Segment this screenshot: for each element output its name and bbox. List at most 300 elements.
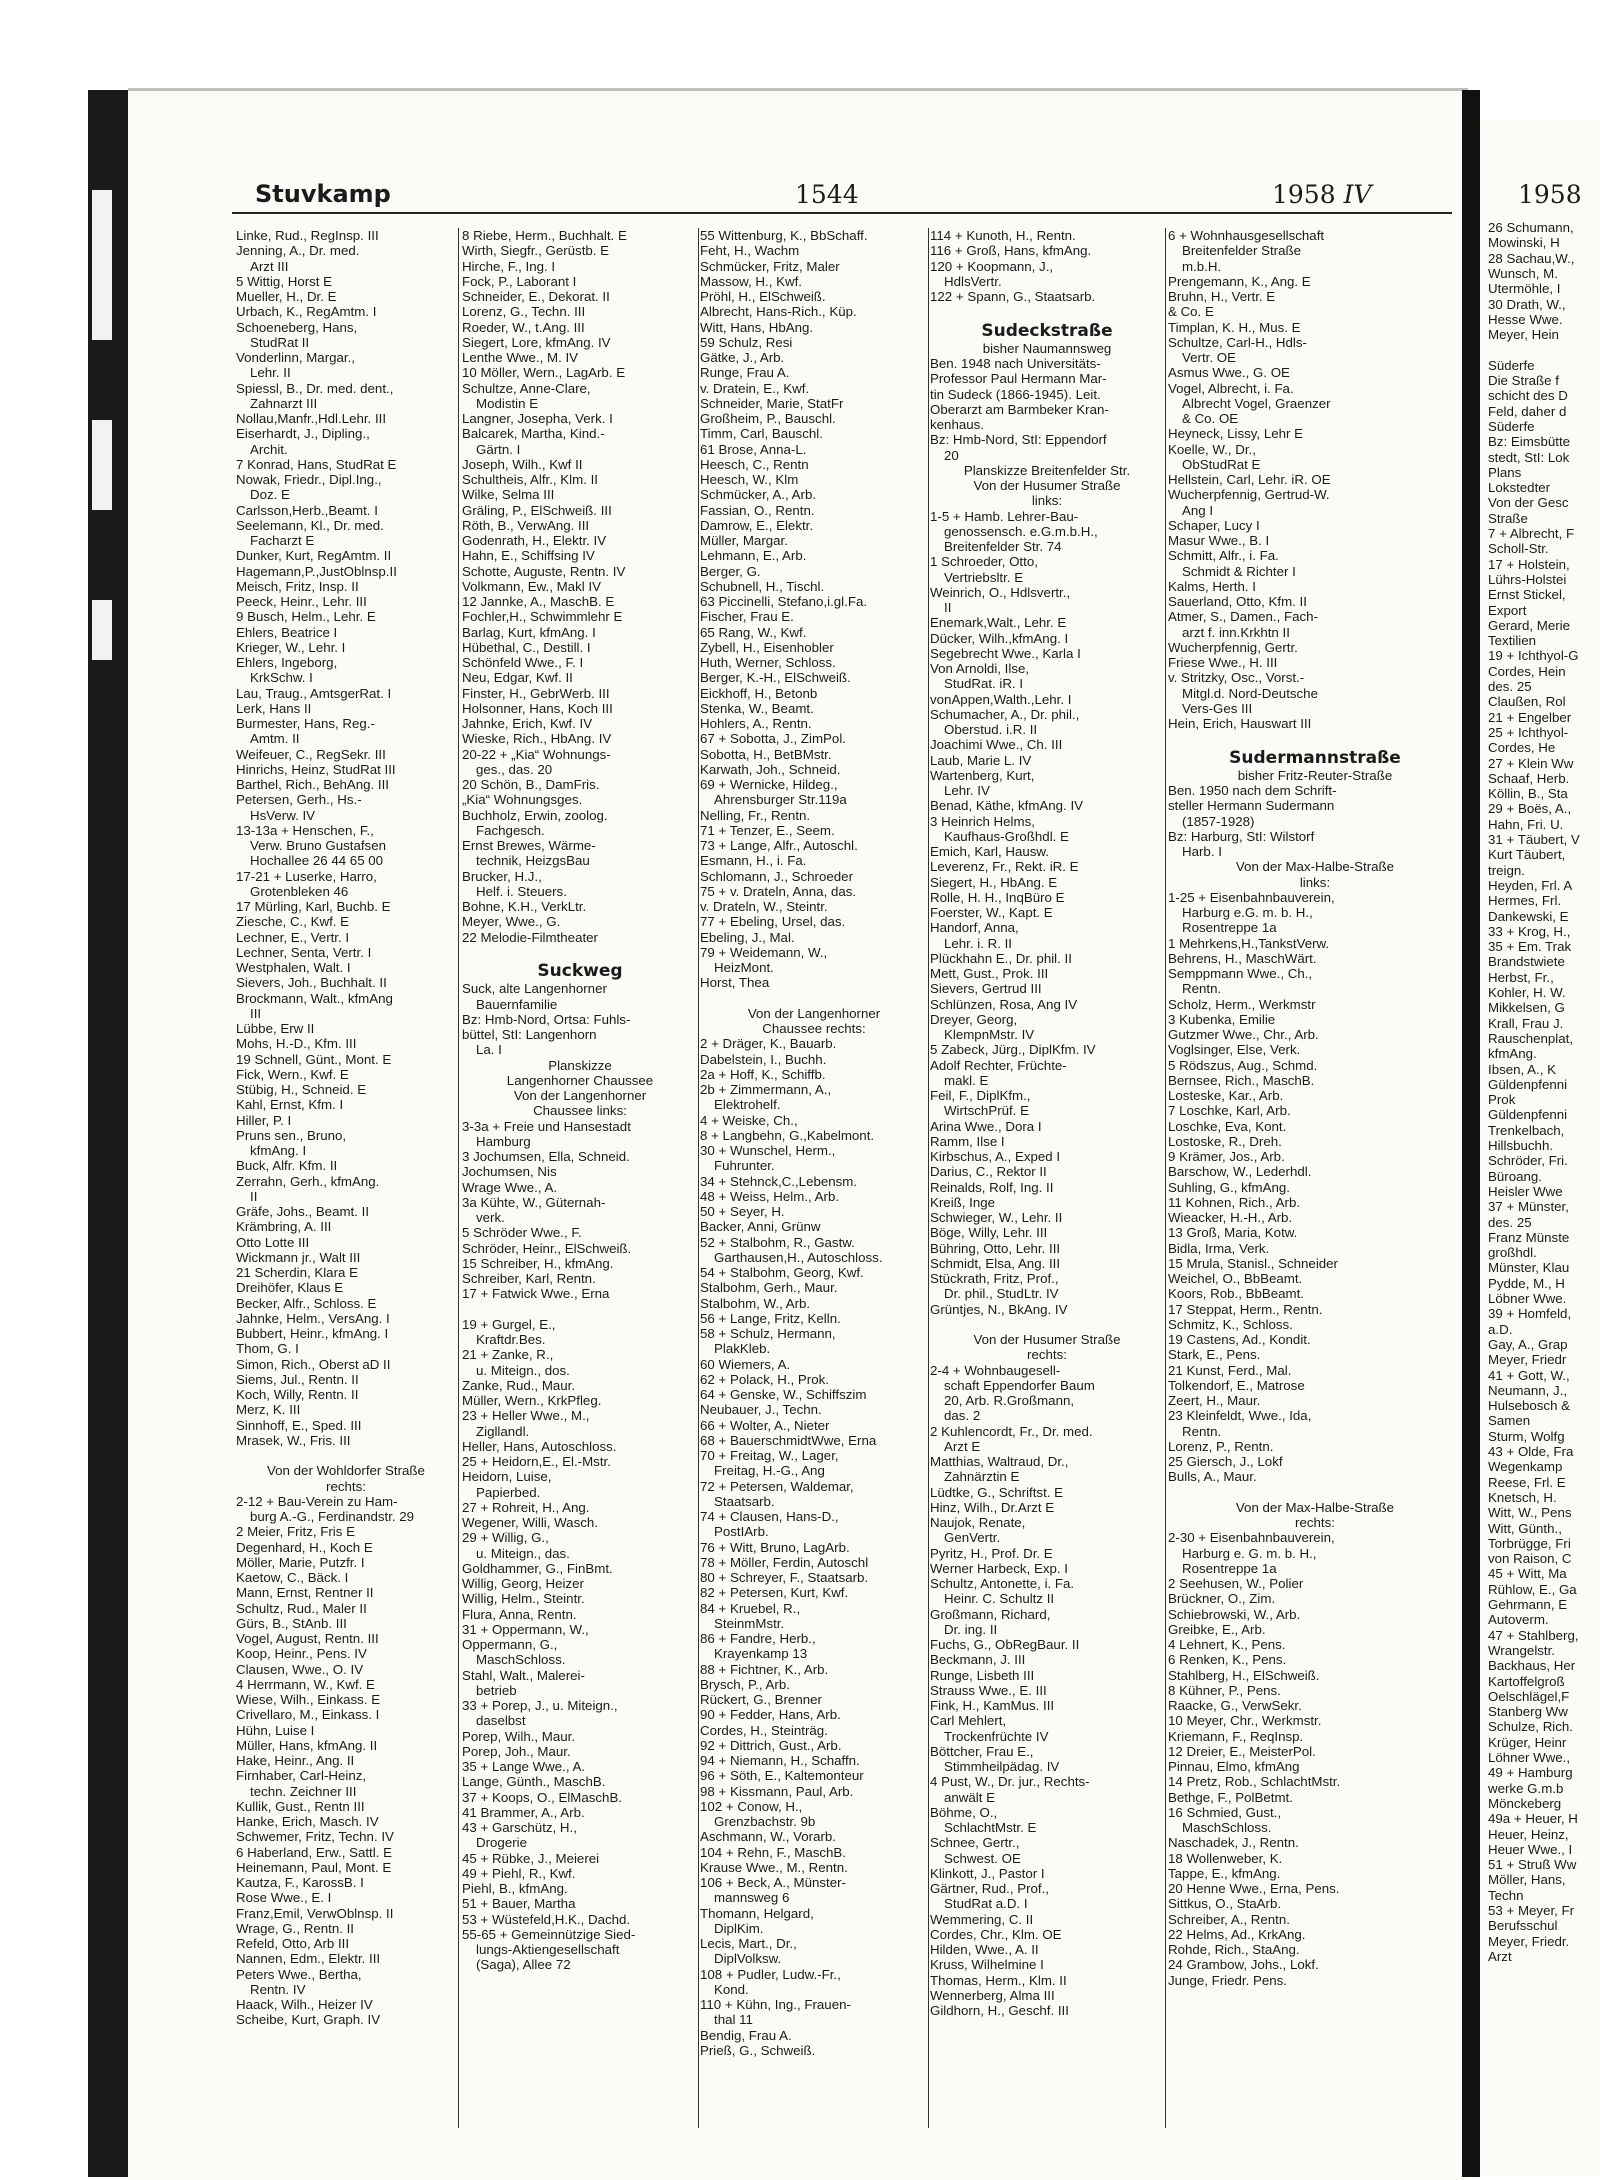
directory-entry: Schmidt, Elsa, Ang. III bbox=[930, 1255, 1061, 1271]
directory-entry: Wirth, Siegfr., Gerüstb. E bbox=[462, 243, 610, 259]
adjacent-entry: 49a + Heuer, H bbox=[1488, 1811, 1578, 1827]
directory-entry: (1857-1928) bbox=[1182, 813, 1255, 829]
directory-entry: 75 + v. Drateln, Anna, das. bbox=[700, 883, 857, 899]
directory-entry: Fink, H., KamMus. III bbox=[930, 1698, 1055, 1713]
directory-entry: Schumacher, A., Dr. phil., bbox=[930, 706, 1080, 722]
directory-entry: 70 + Freitag, W., Lager, bbox=[700, 1448, 839, 1463]
directory-entry: Gutzmer Wwe., Chr., Arb. bbox=[1168, 1027, 1319, 1042]
directory-entry: SteinmMstr. bbox=[714, 1615, 785, 1631]
directory-entry: StudRat a.D. I bbox=[944, 1896, 1028, 1912]
directory-entry: 22 Helms, Ad., KrkAng. bbox=[1168, 1926, 1306, 1942]
directory-entry: verk. bbox=[476, 1210, 505, 1225]
directory-entry: La. I bbox=[476, 1042, 502, 1058]
directory-entry: rechts: bbox=[1027, 1347, 1067, 1363]
directory-entry: Haack, Wilh., Heizer IV bbox=[236, 1997, 373, 2012]
directory-entry: Plückhahn E., Dr. phil. II bbox=[930, 950, 1072, 966]
directory-entry: Hellstein, Carl, Lehr. iR. OE bbox=[1168, 472, 1331, 487]
directory-entry: Arina Wwe., Dora I bbox=[930, 1118, 1042, 1134]
directory-entry: Degenhard, H., Koch E bbox=[236, 1539, 373, 1555]
directory-entry: Urbach, K., RegAmtm. I bbox=[236, 304, 377, 320]
adjacent-entry: Mikkelsen, G bbox=[1488, 1000, 1565, 1016]
directory-entry: Cordes, Chr., Klm. OE bbox=[930, 1926, 1062, 1942]
column-divider bbox=[458, 228, 459, 2128]
directory-entry: Willig, Helm., Steintr. bbox=[462, 1591, 585, 1607]
directory-entry: Schreiber, Karl, Rentn. bbox=[462, 1271, 596, 1286]
directory-entry: Karwath, Joh., Schneid. bbox=[700, 761, 841, 777]
directory-entry: Wegener, Willi, Wasch. bbox=[462, 1515, 598, 1530]
book-gutter bbox=[1462, 90, 1480, 2177]
directory-entry: thal 11 bbox=[714, 2012, 753, 2028]
directory-column-1 bbox=[236, 228, 456, 2148]
directory-entry: Krämbring, A. III bbox=[236, 1219, 332, 1235]
directory-entry: Reinalds, Rolf, Ing. II bbox=[930, 1179, 1054, 1195]
directory-entry: Krause Wwe., M., Rentn. bbox=[700, 1859, 848, 1875]
directory-entry: Petersen, Gerh., Hs.- bbox=[236, 792, 362, 808]
directory-entry: Weichel, O., BbBeamt. bbox=[1168, 1271, 1303, 1286]
directory-entry: Balcarek, Martha, Kind.- bbox=[462, 426, 605, 442]
directory-entry: 56 + Lange, Fritz, Kelln. bbox=[700, 1310, 841, 1326]
adjacent-entry: Mowinski, H bbox=[1488, 235, 1560, 251]
directory-entry: Vertriebsltr. E bbox=[944, 569, 1024, 585]
directory-entry: Fassian, O., Rentn. bbox=[700, 502, 815, 518]
directory-entry: Leverenz, Fr., Rekt. iR. E bbox=[930, 859, 1079, 875]
directory-entry: 18 Wollenweber, K. bbox=[1168, 1850, 1283, 1866]
directory-entry: Trockenfrüchte IV bbox=[944, 1728, 1049, 1744]
directory-entry: Siems, Jul., Rentn. II bbox=[236, 1371, 359, 1387]
directory-entry: Berger, G. bbox=[700, 563, 761, 579]
directory-entry: Carlsson,Herb.,Beamt. I bbox=[236, 502, 378, 518]
directory-entry: 7 Konrad, Hans, StudRat E bbox=[236, 456, 397, 472]
directory-entry: Schlomann, J., Schroeder bbox=[700, 868, 853, 884]
directory-entry: 108 + Pudler, Ludw.-Fr., bbox=[700, 1966, 841, 1982]
directory-entry: Benad, Käthe, kfmAng. IV bbox=[930, 798, 1084, 814]
directory-entry: Thomann, Helgard, bbox=[700, 1905, 814, 1921]
directory-entry: 6 Renken, K., Pens. bbox=[1168, 1652, 1287, 1668]
directory-entry: Goldhammer, G., FinBmt. bbox=[462, 1560, 613, 1576]
adjacent-entry: Krall, Frau J. bbox=[1488, 1015, 1564, 1031]
directory-entry: Bubbert, Heinr., kfmAng. I bbox=[236, 1326, 389, 1341]
directory-entry: Brockmann, Walt., kfmAng bbox=[236, 990, 393, 1006]
adjacent-entry: Heyden, Frl. A bbox=[1488, 877, 1573, 893]
directory-entry: 63 Piccinelli, Stefano,i.gl.Fa. bbox=[700, 594, 868, 609]
adjacent-entry: Samen bbox=[1488, 1413, 1531, 1429]
directory-entry: Nollau,Manfr.,Hdl.Lehr. III bbox=[236, 411, 387, 426]
directory-entry: 3-3a + Freie und Hansestadt bbox=[462, 1118, 631, 1134]
directory-entry: Kautza, F., KarossB. I bbox=[236, 1875, 364, 1890]
adjacent-entry: Berufsschul bbox=[1488, 1918, 1558, 1934]
directory-entry: Schnee, Gertr., bbox=[930, 1835, 1020, 1851]
directory-entry: 24 Grambow, Johs., Lokf. bbox=[1168, 1957, 1319, 1973]
directory-entry: bisher Naumannsweg bbox=[982, 340, 1112, 356]
directory-entry: HdlsVertr. bbox=[944, 273, 1002, 289]
directory-entry: Strauss Wwe., E. III bbox=[930, 1682, 1047, 1698]
adjacent-entry: Schröder, Fri. bbox=[1488, 1153, 1568, 1169]
adjacent-entry: des. 25 bbox=[1488, 679, 1532, 694]
directory-entry: Mett, Gust., Prok. III bbox=[930, 966, 1049, 981]
directory-entry: StudRat. iR. I bbox=[944, 676, 1024, 692]
directory-entry: Pröhl, H., ElSchweiß. bbox=[700, 289, 826, 304]
directory-entry: Oberstud. i.R. II bbox=[944, 722, 1038, 737]
directory-entry: 25 + Heidorn,E., El.-Mstr. bbox=[462, 1454, 611, 1469]
directory-entry: 23 + Heller Wwe., M., bbox=[462, 1408, 590, 1424]
directory-entry: Langenhorner Chaussee bbox=[506, 1072, 654, 1088]
directory-entry: Siegert, H., HbAng. E bbox=[930, 874, 1058, 890]
adjacent-entry: 47 + Stahlberg, bbox=[1488, 1627, 1579, 1643]
directory-entry: Lehr. IV bbox=[944, 783, 990, 798]
directory-entry: 41 Brammer, A., Arb. bbox=[462, 1804, 585, 1820]
adjacent-entry: Reese, Frl. E bbox=[1488, 1474, 1566, 1490]
directory-entry: Zybell, H., Eisenhobler bbox=[700, 639, 834, 655]
directory-entry: Hamburg bbox=[476, 1133, 531, 1149]
directory-entry: Schneider, E., Dekorat. II bbox=[462, 289, 610, 304]
directory-entry: techn. Zeichner III bbox=[250, 1783, 357, 1799]
directory-entry: 67 + Sobotta, J., ZimPol. bbox=[700, 731, 846, 747]
adjacent-entry: Kohler, H. W. bbox=[1488, 985, 1566, 1000]
directory-entry: 5 Zabeck, Jürg., DiplKfm. IV bbox=[930, 1042, 1096, 1058]
directory-entry: Dr. phil., StudLtr. IV bbox=[944, 1286, 1059, 1302]
directory-entry: Wucherpfennig, Gertrud-W. bbox=[1168, 487, 1330, 503]
directory-entry: 90 + Fedder, Hans, Arb. bbox=[700, 1707, 841, 1723]
directory-entry: Elektrohelf. bbox=[714, 1097, 781, 1113]
adjacent-entry: Süderfe bbox=[1488, 418, 1535, 434]
directory-entry: 9 Busch, Helm., Lehr. E bbox=[236, 609, 376, 625]
directory-entry: Hagemann,P.,JustOblnsp.II bbox=[236, 563, 397, 579]
directory-entry: Schultze, Anne-Clare, bbox=[462, 380, 591, 396]
directory-entry: 3 Heinrich Helms, bbox=[930, 813, 1035, 829]
directory-entry: Müller, Hans, kfmAng. II bbox=[236, 1737, 378, 1753]
directory-entry: 61 Brose, Anna-L. bbox=[700, 441, 807, 457]
directory-entry: kenhaus. bbox=[930, 417, 984, 432]
directory-entry: Enemark,Walt., Lehr. E bbox=[930, 615, 1067, 631]
directory-entry: Stalbohm, W., Arb. bbox=[700, 1295, 811, 1311]
directory-entry: „Kia“ Wohnungsges. bbox=[462, 792, 583, 808]
adjacent-entry: Wegenkamp bbox=[1488, 1459, 1563, 1475]
directory-entry: Dr. ing. II bbox=[944, 1621, 998, 1637]
directory-entry: 17-21 + Luserke, Harro, bbox=[236, 868, 377, 884]
directory-entry: Mitgl.d. Nord-Deutsche bbox=[1182, 685, 1318, 701]
directory-entry: v. Stritzky, Osc., Vorst.- bbox=[1168, 670, 1305, 686]
adjacent-entry: Utermöhle, I bbox=[1488, 281, 1561, 297]
scan-artifact bbox=[92, 190, 112, 340]
directory-entry: 1 Schroeder, Otto, bbox=[930, 554, 1038, 570]
directory-entry: Pruns sen., Bruno, bbox=[236, 1127, 347, 1143]
adjacent-entry: Güldenpfenni bbox=[1488, 1076, 1568, 1092]
directory-entry: Planskizze Breitenfelder Str. bbox=[963, 462, 1131, 478]
directory-entry: Pyritz, H., Prof. Dr. E bbox=[930, 1545, 1053, 1561]
directory-entry: 122 + Spann, G., Staatsarb. bbox=[930, 289, 1096, 304]
directory-entry: Helf. i. Steuers. bbox=[476, 883, 567, 899]
directory-entry: Neu, Edgar, Kwf. II bbox=[462, 670, 573, 686]
directory-entry: Wieacker, H.-H., Arb. bbox=[1168, 1210, 1293, 1225]
column-divider bbox=[928, 228, 929, 2128]
directory-entry: Vertr. OE bbox=[1182, 350, 1236, 365]
directory-entry: Wemmering, C. II bbox=[930, 1911, 1034, 1927]
directory-entry: Darius, C., Rektor II bbox=[930, 1164, 1047, 1180]
adjacent-entry: treign. bbox=[1488, 862, 1525, 878]
adjacent-entry: 43 + Olde, Fra bbox=[1488, 1444, 1574, 1459]
adjacent-entry: Trenkelbach, bbox=[1488, 1122, 1565, 1138]
directory-entry: Wieske, Rich., HbAng. IV bbox=[462, 731, 612, 747]
directory-entry: Von der Wohldorfer Straße bbox=[267, 1463, 425, 1479]
directory-entry: Böttcher, Frau E., bbox=[930, 1743, 1034, 1759]
directory-entry: Roeder, W., t.Ang. III bbox=[462, 319, 585, 335]
directory-entry: 62 + Polack, H., Prok. bbox=[700, 1371, 829, 1387]
adjacent-entry: Claußen, Rol bbox=[1488, 694, 1566, 710]
directory-entry: Naujok, Renate, bbox=[930, 1515, 1026, 1530]
directory-entry: Spiessl, B., Dr. med. dent., bbox=[236, 380, 394, 396]
directory-entry: Ben. 1950 nach dem Schrift- bbox=[1168, 783, 1337, 798]
adjacent-entry: 26 Schumann, bbox=[1488, 220, 1574, 235]
page-number: 1544 bbox=[795, 180, 859, 209]
directory-entry: Hochallee 26 44 65 00 bbox=[250, 853, 384, 869]
directory-entry: 52 + Stalbohm, R., Gastw. bbox=[700, 1234, 855, 1250]
directory-entry: Greibke, E., Arb. bbox=[1168, 1621, 1266, 1637]
directory-entry: Heller, Hans, Autoschloss. bbox=[462, 1438, 617, 1454]
directory-entry: Flura, Anna, Rentn. bbox=[462, 1606, 577, 1622]
directory-entry: 69 + Wernicke, Hildeg., bbox=[700, 777, 838, 792]
directory-entry: Hinz, Wilh., Dr.Arzt E bbox=[930, 1499, 1055, 1515]
directory-entry: Amtm. II bbox=[250, 731, 300, 747]
directory-entry: 2b + Zimmermann, A., bbox=[700, 1082, 832, 1097]
directory-entry: Chaussee links: bbox=[533, 1103, 627, 1119]
directory-entry: rechts: bbox=[1295, 1515, 1335, 1530]
directory-entry: 5 Wittig, Horst E bbox=[236, 273, 333, 289]
directory-entry: steller Hermann Sudermann bbox=[1168, 798, 1335, 814]
adjacent-entry: Löhner Wwe., bbox=[1488, 1750, 1571, 1765]
directory-entry: Schneider, Marie, StatFr bbox=[700, 395, 844, 411]
directory-entry: Jahnke, Erich, Kwf. IV bbox=[462, 716, 593, 731]
directory-entry: Hinrichs, Heinz, StudRat III bbox=[236, 761, 396, 777]
adjacent-entry: 30 Drath, W., bbox=[1488, 296, 1566, 312]
directory-entry: 10 Meyer, Chr., Werkmstr. bbox=[1168, 1713, 1322, 1729]
column-divider bbox=[698, 228, 699, 2128]
directory-entry: GenVertr. bbox=[944, 1530, 1001, 1546]
directory-entry: 4 Herrmann, W., Kwf. E bbox=[236, 1676, 375, 1692]
directory-entry: Kriemann, F., ReqInsp. bbox=[1168, 1728, 1304, 1744]
directory-entry: Schmidt & Richter I bbox=[1182, 563, 1296, 579]
adjacent-entry: Die Straße f bbox=[1488, 373, 1559, 388]
directory-entry: Rentn. bbox=[1182, 1423, 1222, 1439]
adjacent-entry: Heisler Wwe bbox=[1488, 1183, 1563, 1199]
adjacent-entry: 33 + Krog, H., bbox=[1488, 923, 1571, 939]
directory-entry: Nelling, Fr., Rentn. bbox=[700, 807, 811, 823]
directory-entry: Wickmann jr., Walt III bbox=[236, 1249, 361, 1265]
directory-entry: Papierbed. bbox=[476, 1484, 541, 1500]
directory-entry: 2 + Dräger, K., Bauarb. bbox=[700, 1036, 837, 1052]
directory-entry: DiplVolksw. bbox=[714, 1951, 782, 1967]
directory-entry: KlempnMstr. IV bbox=[944, 1027, 1035, 1042]
directory-entry: 3a Kühte, W., Güternah- bbox=[462, 1194, 606, 1210]
directory-entry: Raacke, G., VerwSekr. bbox=[1168, 1698, 1302, 1713]
adjacent-entry: Hahn, Fri. U. bbox=[1488, 816, 1564, 832]
adjacent-entry: stedt, StI: Lok bbox=[1488, 449, 1570, 465]
directory-entry: SchlachtMstr. E bbox=[944, 1820, 1037, 1835]
directory-entry: Jahnke, Helm., VersAng. I bbox=[236, 1310, 390, 1326]
adjacent-entry: 39 + Homfeld, bbox=[1488, 1306, 1572, 1322]
directory-entry: links: bbox=[1299, 874, 1331, 890]
directory-entry: Oppermann, G., bbox=[462, 1637, 558, 1652]
directory-entry: 55-65 + Gemeinnützige Sied- bbox=[462, 1926, 636, 1942]
directory-entry: 19 Schnell, Günt., Mont. E bbox=[236, 1051, 392, 1067]
directory-entry: StudRat II bbox=[250, 334, 310, 350]
adjacent-entry: Hillsbuchh. bbox=[1488, 1138, 1554, 1153]
directory-entry: 17 + Fatwick Wwe., Erna bbox=[462, 1286, 610, 1302]
directory-entry: 20, Arb. R.Großmann, bbox=[944, 1393, 1075, 1408]
directory-entry: Lehmann, E., Arb. bbox=[700, 548, 807, 564]
directory-entry: Gürs, B., StAnb. III bbox=[236, 1615, 347, 1631]
adjacent-entry: Autoverm. bbox=[1488, 1612, 1549, 1628]
adjacent-entry: Franz Münste bbox=[1488, 1229, 1570, 1245]
directory-entry: Adolf Rechter, Früchte- bbox=[930, 1057, 1067, 1073]
directory-entry: Otto Lotte III bbox=[236, 1234, 310, 1250]
directory-entry: Prieß, G., Schweiß. bbox=[700, 2042, 816, 2058]
directory-entry bbox=[700, 991, 928, 1006]
adjacent-entry: Lührs-Holstei bbox=[1488, 571, 1567, 587]
directory-entry: 21 Scherdin, Klara E bbox=[236, 1265, 358, 1280]
directory-entry: Rosentreppe 1a bbox=[1182, 1560, 1277, 1576]
directory-entry: v. Dratein, E., Kwf. bbox=[700, 380, 810, 396]
directory-entry: Ang I bbox=[1182, 502, 1214, 518]
directory-entry: Rosentreppe 1a bbox=[1182, 920, 1277, 936]
directory-entry: Stalbohm, Gerh., Maur. bbox=[700, 1280, 838, 1296]
directory-entry: betrieb bbox=[476, 1682, 517, 1698]
directory-entry: Barthel, Rich., BehAng. III bbox=[236, 777, 389, 792]
directory-entry: Hübethal, C., Destill. I bbox=[462, 639, 591, 655]
directory-entry: Sinnhoff, E., Sped. III bbox=[236, 1417, 362, 1433]
directory-entry: Koop, Heinr., Pens. IV bbox=[236, 1646, 367, 1662]
directory-entry: Stenka, W., Beamt. bbox=[700, 700, 814, 716]
directory-entry: 88 + Fichtner, K., Arb. bbox=[700, 1661, 829, 1677]
directory-entry: Porep, Joh., Maur. bbox=[462, 1743, 571, 1759]
directory-entry: 2 Seehusen, W., Polier bbox=[1168, 1576, 1304, 1591]
directory-entry: Asmus Wwe., G. OE bbox=[1168, 365, 1290, 381]
directory-entry: Willig, Georg, Heizer bbox=[462, 1576, 584, 1591]
directory-entry: Ehlers, Beatrice I bbox=[236, 624, 338, 640]
adjacent-entry: von Raison, C bbox=[1488, 1551, 1572, 1567]
directory-entry: 20-22 + „Kia“ Wohnungs- bbox=[462, 746, 611, 762]
directory-entry: 4 Lehnert, K., Pens. bbox=[1168, 1637, 1286, 1652]
adjacent-entry: 31 + Täubert, V bbox=[1488, 832, 1580, 847]
directory-entry: Meisch, Fritz, Insp. II bbox=[236, 578, 359, 594]
directory-entry: 82 + Petersen, Kurt, Kwf. bbox=[700, 1585, 849, 1601]
adjacent-entry: Lokstedter bbox=[1488, 480, 1551, 496]
directory-entry: 11 Kohnen, Rich., Arb. bbox=[1168, 1194, 1301, 1210]
directory-entry: rechts: bbox=[326, 1478, 366, 1494]
directory-entry: Thom, G. I bbox=[236, 1341, 299, 1357]
directory-entry: Bethge, F., PolBetmt. bbox=[1168, 1789, 1293, 1805]
directory-entry: 71 + Tenzer, E., Seem. bbox=[700, 822, 835, 838]
directory-entry: 8 + Langbehn, G.,Kabelmont. bbox=[700, 1127, 875, 1143]
directory-entry: Hirche, F., Ing. I bbox=[462, 258, 556, 274]
directory-entry: Zeert, H., Maur. bbox=[1168, 1393, 1261, 1408]
directory-entry: Losteske, Kar., Arb. bbox=[1168, 1088, 1284, 1103]
directory-entry: Scheibe, Kurt, Graph. IV bbox=[236, 2012, 381, 2028]
directory-entry: Wartenberg, Kurt, bbox=[930, 767, 1035, 783]
directory-entry: Kahl, Ernst, Kfm. I bbox=[236, 1097, 344, 1113]
directory-entry: 37 + Koops, O., ElMaschB. bbox=[462, 1789, 623, 1805]
directory-entry: Gräfe, Johs., Beamt. II bbox=[236, 1204, 370, 1219]
directory-entry: Schönfeld Wwe., F. I bbox=[462, 655, 584, 670]
directory-entry: Dreyer, Georg, bbox=[930, 1011, 1018, 1027]
directory-entry: Grüntjes, N., BkAng. IV bbox=[930, 1301, 1068, 1317]
directory-entry: Jochumsen, Nis bbox=[462, 1164, 557, 1180]
directory-entry: 79 + Weidemann, W., bbox=[700, 944, 828, 960]
adjacent-entry: 27 + Klein Ww bbox=[1488, 755, 1574, 771]
directory-entry: Ebeling, J., Mal. bbox=[700, 929, 795, 945]
directory-entry: vonAppen,Walth.,Lehr. I bbox=[930, 691, 1072, 707]
directory-entry: II bbox=[250, 1188, 258, 1204]
directory-entry: Damrow, E., Elektr. bbox=[700, 517, 814, 533]
directory-entry: MaschSchloss. bbox=[476, 1652, 566, 1668]
directory-entry: mannsweg 6 bbox=[714, 1890, 790, 1906]
directory-entry: 12 Jannke, A., MaschB. E bbox=[462, 594, 615, 609]
directory-entry: Doz. E bbox=[250, 487, 290, 503]
directory-entry: 53 + Wüstefeld,H.K., Dachd. bbox=[462, 1911, 631, 1927]
directory-entry: 76 + Witt, Bruno, LagArb. bbox=[700, 1539, 850, 1555]
directory-entry: Horst, Thea bbox=[700, 975, 770, 991]
directory-entry: Crivellaro, M., Einkass. I bbox=[236, 1707, 380, 1723]
adjacent-entry: Brandstwiete bbox=[1488, 954, 1565, 970]
directory-entry: 66 + Wolter, A., Nieter bbox=[700, 1417, 830, 1433]
adjacent-entry: Arzt bbox=[1488, 1948, 1512, 1964]
directory-entry: Cordes, H., Steinträg. bbox=[700, 1722, 828, 1738]
directory-entry: II bbox=[944, 600, 952, 615]
directory-entry: 80 + Schreyer, F., Staatsarb. bbox=[700, 1570, 869, 1585]
directory-entry: Von Arnoldi, Ilse, bbox=[930, 661, 1030, 676]
directory-entry: Hake, Heinr., Ang. II bbox=[236, 1753, 355, 1768]
directory-entry: v. Drateln, W., Steintr. bbox=[700, 899, 828, 914]
directory-entry: Nannen, Edm., Elektr. III bbox=[236, 1951, 381, 1967]
directory-entry: 2-12 + Bau-Verein zu Ham- bbox=[236, 1493, 398, 1509]
directory-entry: Becker, Alfr., Schloss. E bbox=[236, 1295, 377, 1311]
directory-entry: 4 Pust, W., Dr. jur., Rechts- bbox=[930, 1774, 1090, 1790]
directory-entry: Müller, Margar. bbox=[700, 533, 788, 548]
adjacent-entry: Wunsch, M. bbox=[1488, 265, 1558, 281]
directory-entry: Dabelstein, I., Buchh. bbox=[700, 1051, 827, 1067]
directory-entry: Mrasek, W., Fris. III bbox=[236, 1432, 351, 1448]
directory-entry: 104 + Rehn, F., MaschB. bbox=[700, 1844, 846, 1860]
directory-entry: Ziesche, C., Kwf. E bbox=[236, 914, 350, 930]
directory-entry: Fachgesch. bbox=[476, 822, 545, 838]
directory-entry: (Saga), Allee 72 bbox=[476, 1957, 571, 1973]
directory-entry: Zerrahn, Gerh., kfmAng. bbox=[236, 1173, 380, 1189]
directory-entry: Buck, Alfr. Kfm. II bbox=[236, 1158, 338, 1174]
adjacent-entry: Gehrmann, E bbox=[1488, 1597, 1568, 1612]
directory-entry: Langner, Josepha, Verk. I bbox=[462, 411, 613, 426]
adjacent-entry: Textilien bbox=[1488, 633, 1537, 649]
adjacent-entry: Cordes, He bbox=[1488, 740, 1556, 756]
directory-entry: Grotenbleken 46 bbox=[250, 883, 349, 899]
directory-entry: Vers-Ges III bbox=[1182, 700, 1253, 716]
directory-entry: Kullik, Gust., Rentn III bbox=[236, 1798, 365, 1814]
directory-entry: MaschSchloss. bbox=[1182, 1820, 1272, 1835]
directory-entry: Scholz, Herm., Werkmstr bbox=[1168, 996, 1316, 1012]
adjacent-entry: Hulsebosch & bbox=[1488, 1398, 1571, 1414]
directory-entry: Friese Wwe., H. III bbox=[1168, 655, 1278, 670]
directory-entry: Heinemann, Paul, Mont. E bbox=[236, 1859, 392, 1875]
directory-entry: Mohs, H.-D., Kfm. III bbox=[236, 1036, 357, 1052]
directory-entry: Semppmann Wwe., Ch., bbox=[1168, 966, 1313, 981]
directory-entry: Harburg e. G. m. b. H., bbox=[1182, 1545, 1317, 1561]
directory-entry: 17 Steppat, Herm., Rentn. bbox=[1168, 1301, 1323, 1317]
directory-entry: 21 + Zanke, R., bbox=[462, 1347, 554, 1363]
directory-entry: 110 + Kühn, Ing., Frauen- bbox=[700, 1997, 851, 2012]
directory-entry: Firnhaber, Carl-Heinz, bbox=[236, 1768, 367, 1784]
directory-entry: schaft Eppendorfer Baum bbox=[944, 1377, 1095, 1393]
adjacent-entry: 7 + Albrecht, F bbox=[1488, 526, 1575, 541]
directory-entry: Schmitz, K., Schloss. bbox=[1168, 1316, 1293, 1332]
directory-entry: Schwest. OE bbox=[944, 1850, 1021, 1866]
